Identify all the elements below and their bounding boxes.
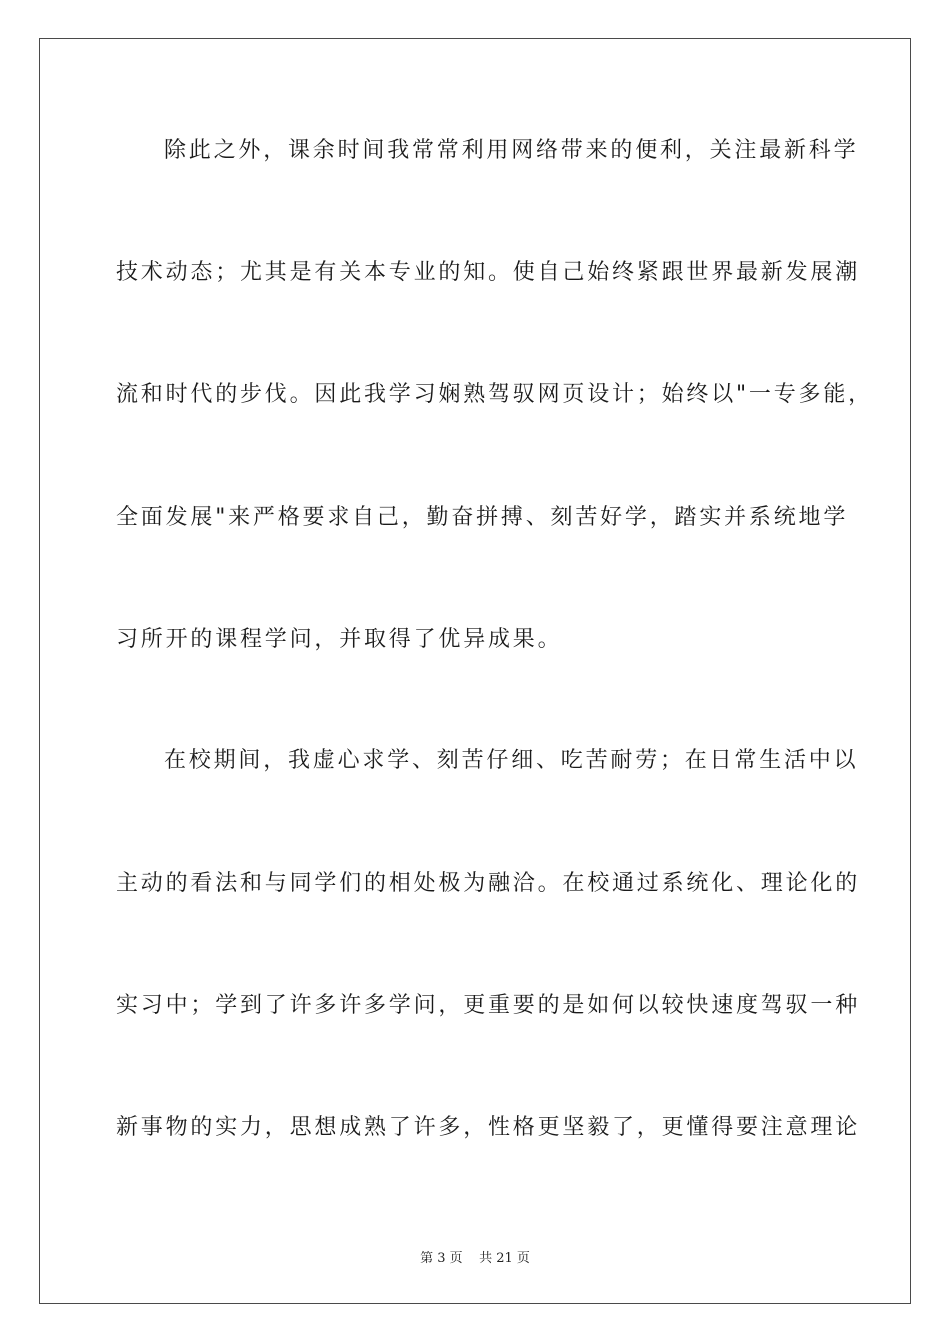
text-line: 在校期间，我虚心求学、刻苦仔细、吃苦耐劳；在日常生活中以 <box>164 748 859 773</box>
text-line: 主动的看法和与同学们的相处极为融洽。在校通过系统化、理论化的 <box>116 871 861 896</box>
text-line: 全面发展"来严格要求自己，勤奋拼搏、刻苦好学，踏实并系统地学 <box>116 505 849 530</box>
text-line: 新事物的实力，思想成熟了许多，性格更坚毅了，更懂得要注意理论 <box>116 1115 861 1140</box>
text-line: 实习中；学到了许多许多学问，更重要的是如何以较快速度驾驭一种 <box>116 993 861 1018</box>
text-line: 技术动态；尤其是有关本专业的知。使自己始终紧跟世界最新发展潮 <box>116 260 861 285</box>
text-line: 流和时代的步伐。因此我学习娴熟驾驭网页设计；始终以"一专多能， <box>116 382 873 407</box>
page-number-footer: 第 3 页 共 21 页 <box>420 1251 530 1266</box>
text-line: 除此之外，课余时间我常常利用网络带来的便利，关注最新科学 <box>164 138 859 163</box>
text-line: 习所开的课程学问，并取得了优异成果。 <box>116 627 563 652</box>
